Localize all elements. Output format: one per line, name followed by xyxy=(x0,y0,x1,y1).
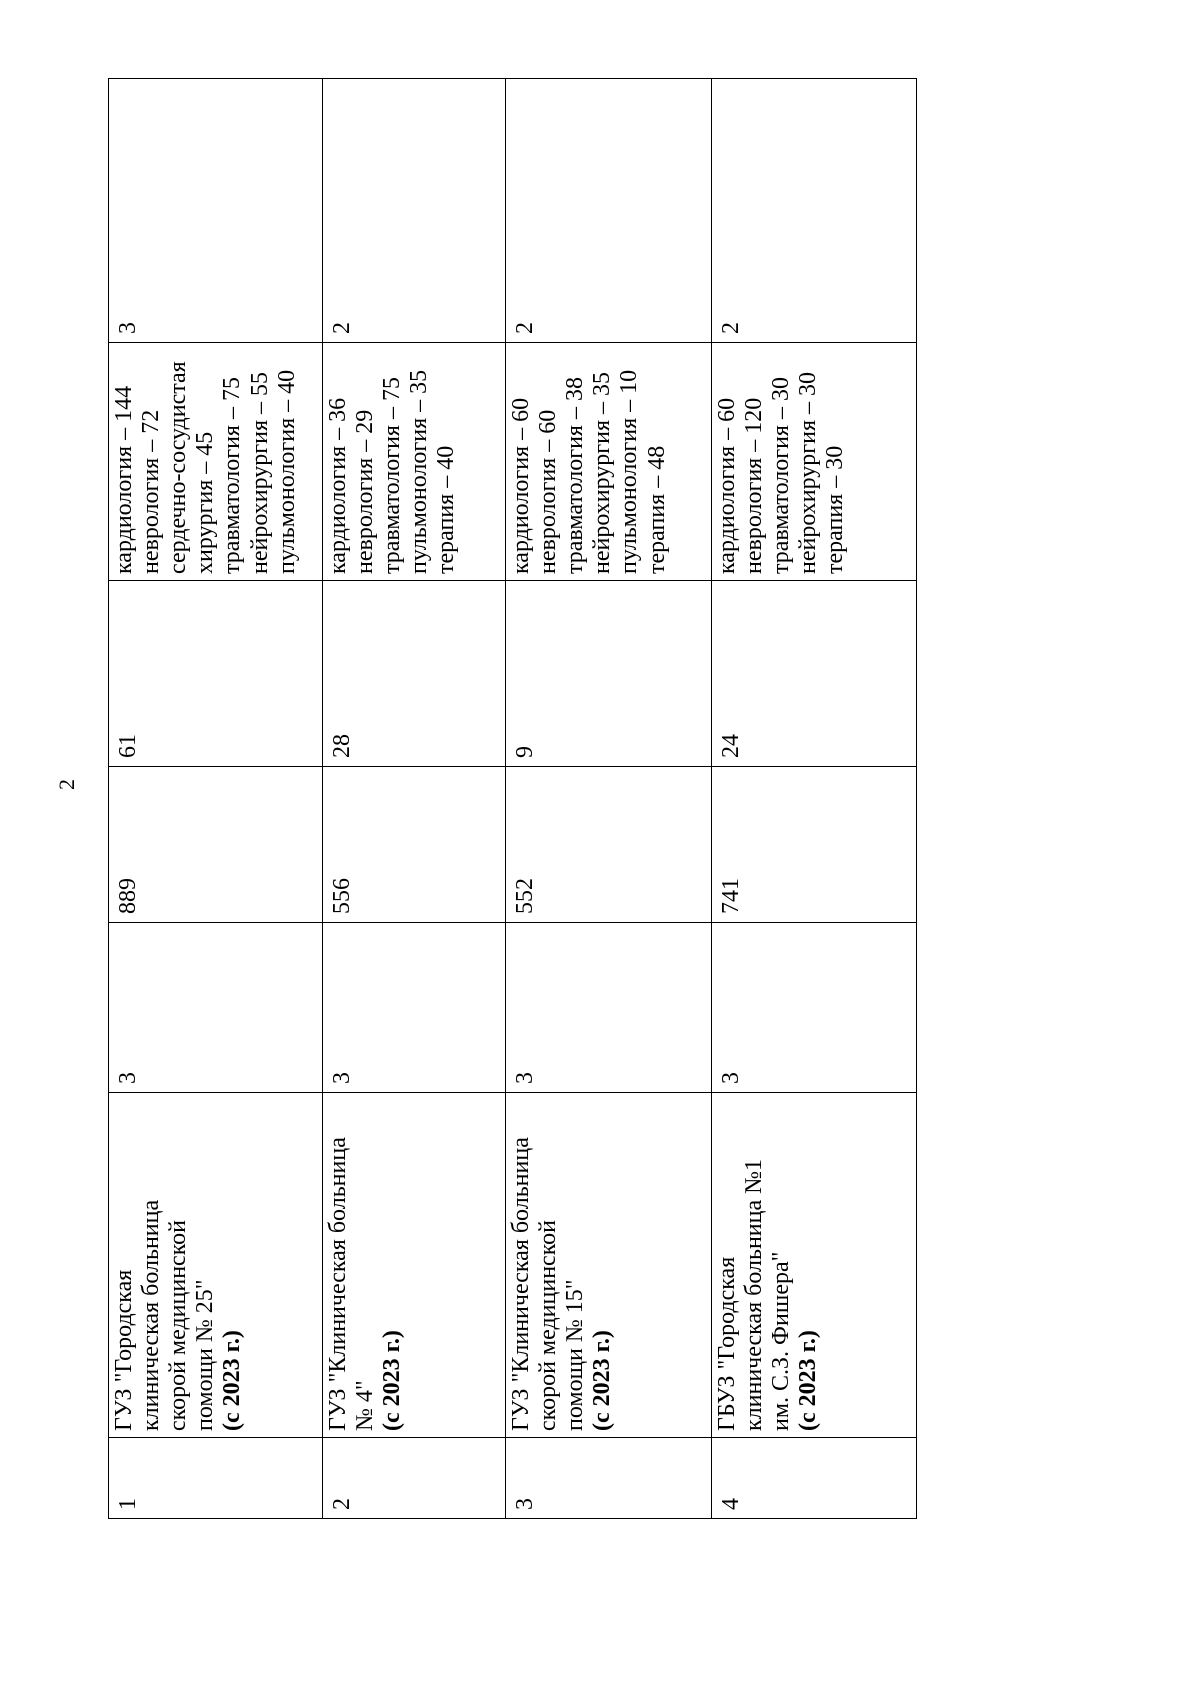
level-cell: 3 xyxy=(109,923,323,1093)
last-col-cell: 2 xyxy=(506,79,712,343)
count-cell: 9 xyxy=(506,581,712,767)
organization-cell xyxy=(109,1093,323,1438)
profile-line: неврология – 72 xyxy=(138,409,165,574)
profile-line: неврология – 60 xyxy=(535,409,562,574)
profile-cell xyxy=(506,343,712,581)
profile-line: травматология – 30 xyxy=(768,377,795,574)
beds-cell: 556 xyxy=(323,767,506,923)
row-index: 3 xyxy=(506,1438,712,1519)
org-line: помощи № 25" xyxy=(192,1279,219,1431)
profile-line: травматология – 38 xyxy=(562,377,589,574)
count-cell: 24 xyxy=(712,581,917,767)
last-col-cell: 2 xyxy=(712,79,917,343)
org-line: ГУЗ "Городская xyxy=(111,1269,137,1431)
profile-line: нейрохирургия – 35 xyxy=(589,372,616,574)
org-line: № 4" xyxy=(352,1380,379,1431)
organization-cell xyxy=(712,1093,917,1438)
beds-cell: 741 xyxy=(712,767,917,923)
last-col-cell: 3 xyxy=(109,79,323,343)
level-cell: 3 xyxy=(323,923,506,1093)
profile-line: травматология – 75 xyxy=(219,377,246,574)
row-index: 1 xyxy=(109,1438,323,1519)
profile-line: кардиология – 144 xyxy=(111,385,137,574)
profile-cell xyxy=(323,343,506,581)
profile-line: неврология – 29 xyxy=(352,409,379,574)
org-line: клиническая больница xyxy=(138,1199,165,1431)
hospitals-table-rotated xyxy=(108,79,916,1519)
since-year: (с 2023 г.) xyxy=(219,1330,246,1431)
row-index: 2 xyxy=(323,1438,506,1519)
profile-line: пульмонология – 10 xyxy=(616,369,643,574)
profile-line: пульмонология – 35 xyxy=(406,369,433,574)
profile-line: терапия – 48 xyxy=(643,445,670,574)
profile-line: терапия – 30 xyxy=(822,445,849,574)
since-year: (с 2023 г.) xyxy=(795,1330,822,1431)
organization-cell xyxy=(506,1093,712,1438)
hospitals-table xyxy=(108,78,917,1519)
row-index: 4 xyxy=(712,1438,917,1519)
organization-cell xyxy=(323,1093,506,1438)
org-line: скорой медицинской xyxy=(165,1220,192,1431)
page-number: 2 xyxy=(54,779,79,790)
count-cell: 61 xyxy=(109,581,323,767)
org-line: им. С.З. Фишера" xyxy=(768,1251,795,1431)
profile-cell xyxy=(109,343,323,581)
profile-line: хирургия – 45 xyxy=(192,431,219,574)
profile-cell xyxy=(712,343,917,581)
level-cell: 3 xyxy=(506,923,712,1093)
since-year: (с 2023 г.) xyxy=(589,1330,616,1431)
table-row xyxy=(506,79,712,1519)
org-line: скорой медицинской xyxy=(535,1220,562,1431)
profile-line: травматология – 75 xyxy=(379,377,406,574)
profile-line: кардиология – 60 xyxy=(714,397,740,574)
org-line: ГБУЗ "Городская xyxy=(714,1256,740,1431)
beds-cell: 552 xyxy=(506,767,712,923)
org-line: ГУЗ "Клиническая больница xyxy=(508,1137,534,1431)
since-year: (с 2023 г.) xyxy=(379,1330,406,1431)
org-line: помощи № 15" xyxy=(562,1279,589,1431)
beds-cell: 889 xyxy=(109,767,323,923)
profile-line: нейрохирургия – 30 xyxy=(795,372,822,574)
profile-line: неврология – 120 xyxy=(741,397,768,574)
table-row xyxy=(323,79,506,1519)
org-line: ГУЗ "Клиническая больница xyxy=(325,1137,351,1431)
profile-line: пульмонология – 40 xyxy=(273,369,300,574)
last-col-cell: 2 xyxy=(323,79,506,343)
count-cell: 28 xyxy=(323,581,506,767)
profile-line: кардиология – 60 xyxy=(508,397,534,574)
level-cell: 3 xyxy=(712,923,917,1093)
table-row xyxy=(109,79,323,1519)
profile-line: сердечно-сосудистая xyxy=(165,361,192,574)
profile-line: терапия – 40 xyxy=(433,445,460,574)
profile-line: кардиология – 36 xyxy=(325,397,351,574)
org-line: клиническая больница №1 xyxy=(741,1158,768,1431)
profile-line: нейрохирургия – 55 xyxy=(246,372,273,574)
table-row xyxy=(712,79,917,1519)
